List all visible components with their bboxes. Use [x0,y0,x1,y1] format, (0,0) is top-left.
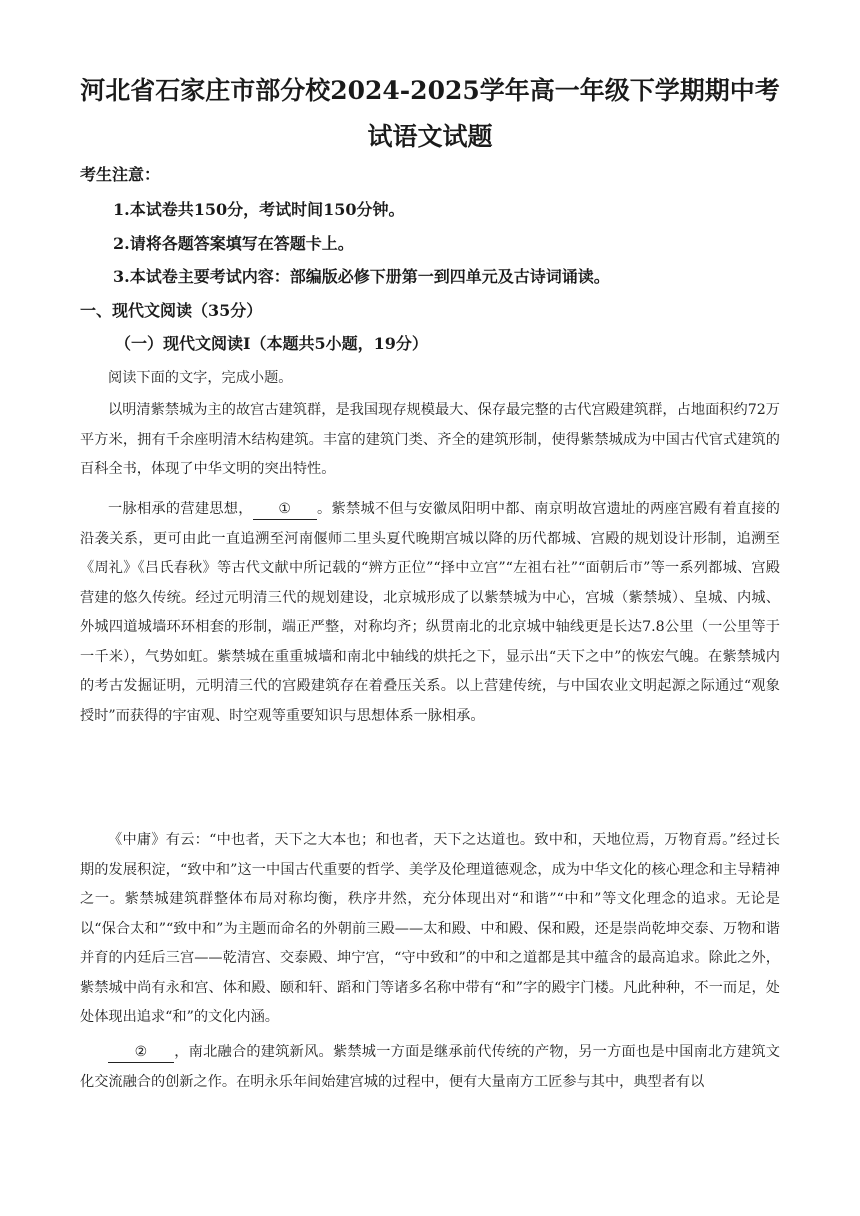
section-heading: 一、现代文阅读（35分） [80,301,263,320]
paragraph-2-lead: 一脉相承的营建思想， [108,501,253,517]
paragraph-4-body: ，南北融合的建筑新风。紫禁城一方面是继承前代传统的产物，另一方面也是中国南北方建筑文化交流融合的创新之作。在明永乐年间始建宫城的过程中，便有大量南方工匠参与其中，典型者有以 [80,1044,780,1090]
notice-item-2: 2.请将各题答案填写在答题卡上。 [113,234,354,253]
notice-item-3: 3.本试卷主要考试内容：部编版必修下册第一到四单元及古诗词诵读。 [113,267,610,286]
fill-blank-2: ② [108,1042,174,1063]
passage-paragraph-2 [80,495,780,731]
passage-paragraph-3: 《中庸》有云：“中也者，天下之大本也；和也者，天下之达道也。致中和，天地位焉，万物育焉。”经过长期的发展积淀，“致中和”这一中国古代重要的哲学、美学及伦理道德观念，成为中华文化的核心理念和主导精神之一。紫禁城建筑群整体布局对称均衡，秩序井然，充分体现出对“和谐”“中和”等文化理念的追求。无论是以“保合太和”“致中和”为主题而命名的外朝前三殿——太和殿、中和殿、保和殿，还是崇尚乾坤交泰、万物和谐并育的内廷后三宫——乾清宫、交泰殿、坤宁宫，“守中致和”的中和之道都是其中蕴含的最高追求。除此之外，紫禁城中尚有永和宫、体和殿、颐和轩、蹈和门等诸多名称中带有“和”字的殿宇门楼。凡此种种，不一而足，处处体现出追求“和”的文化内涵。 [80,832,780,1025]
document-title: 河北省石家庄市部分校2024-2025学年高一年级下学期期中考试语文试题 [80,76,780,151]
notice-item-1: 1.本试卷共150分，考试时间150分钟。 [113,200,405,219]
passage-paragraph-4 [80,1038,780,1097]
passage-paragraph-1: 以明清紫禁城为主的故宫古建筑群，是我国现存规模最大、保存最完整的古代宫殿建筑群，占地面积约72万平方米，拥有千余座明清木结构建筑。丰富的建筑门类、齐全的建筑形制，使得紫禁城成为中国古代官式建筑的百科全书，体现了中华文明的突出特性。 [80,402,780,477]
subsection-heading: （一）现代文阅读Ⅰ（本题共5小题，19分） [115,334,428,353]
reading-instruction: 阅读下面的文字，完成小题。 [108,370,293,386]
notice-heading: 考生注意： [80,165,161,184]
paragraph-2-body: 。紫禁城不但与安徽凤阳明中都、南京明故宫遗址的两座宫殿有着直接的沿袭关系，更可由此一直追溯至河南偃师二里头夏代晚期宫城以降的历代都城、宫殿的规划设计形制，追溯至《周礼》《吕氏春秋》等古代文献中所记载的“辨方正位”“择中立宫”“左祖右社”“面朝后市”等一系列都城、宫殿营建的悠久传统。经过元明清三代的规划建设，北京城形成了以紫禁城为中心，宫城（紫禁城）、皇城、内城、外城四道城墙环环相套的形制，端正严整，对称均齐；纵贯南北的北京城中轴线更是长达7.8公里（一公里等于一千米），气势如虹。紫禁城在重重城墙和南北中轴线的烘托之下，显示出“天下之中”的恢宏气魄。在紫禁城内的考古发掘证明，元明清三代的宫殿建筑存在着叠压关系。以上营建传统，与中国农业文明起源之际通过“观象授时”而获得的宇宙观、时空观等重要知识与思想体系一脉相承。 [80,501,780,724]
fill-blank-1: ① [253,499,317,520]
